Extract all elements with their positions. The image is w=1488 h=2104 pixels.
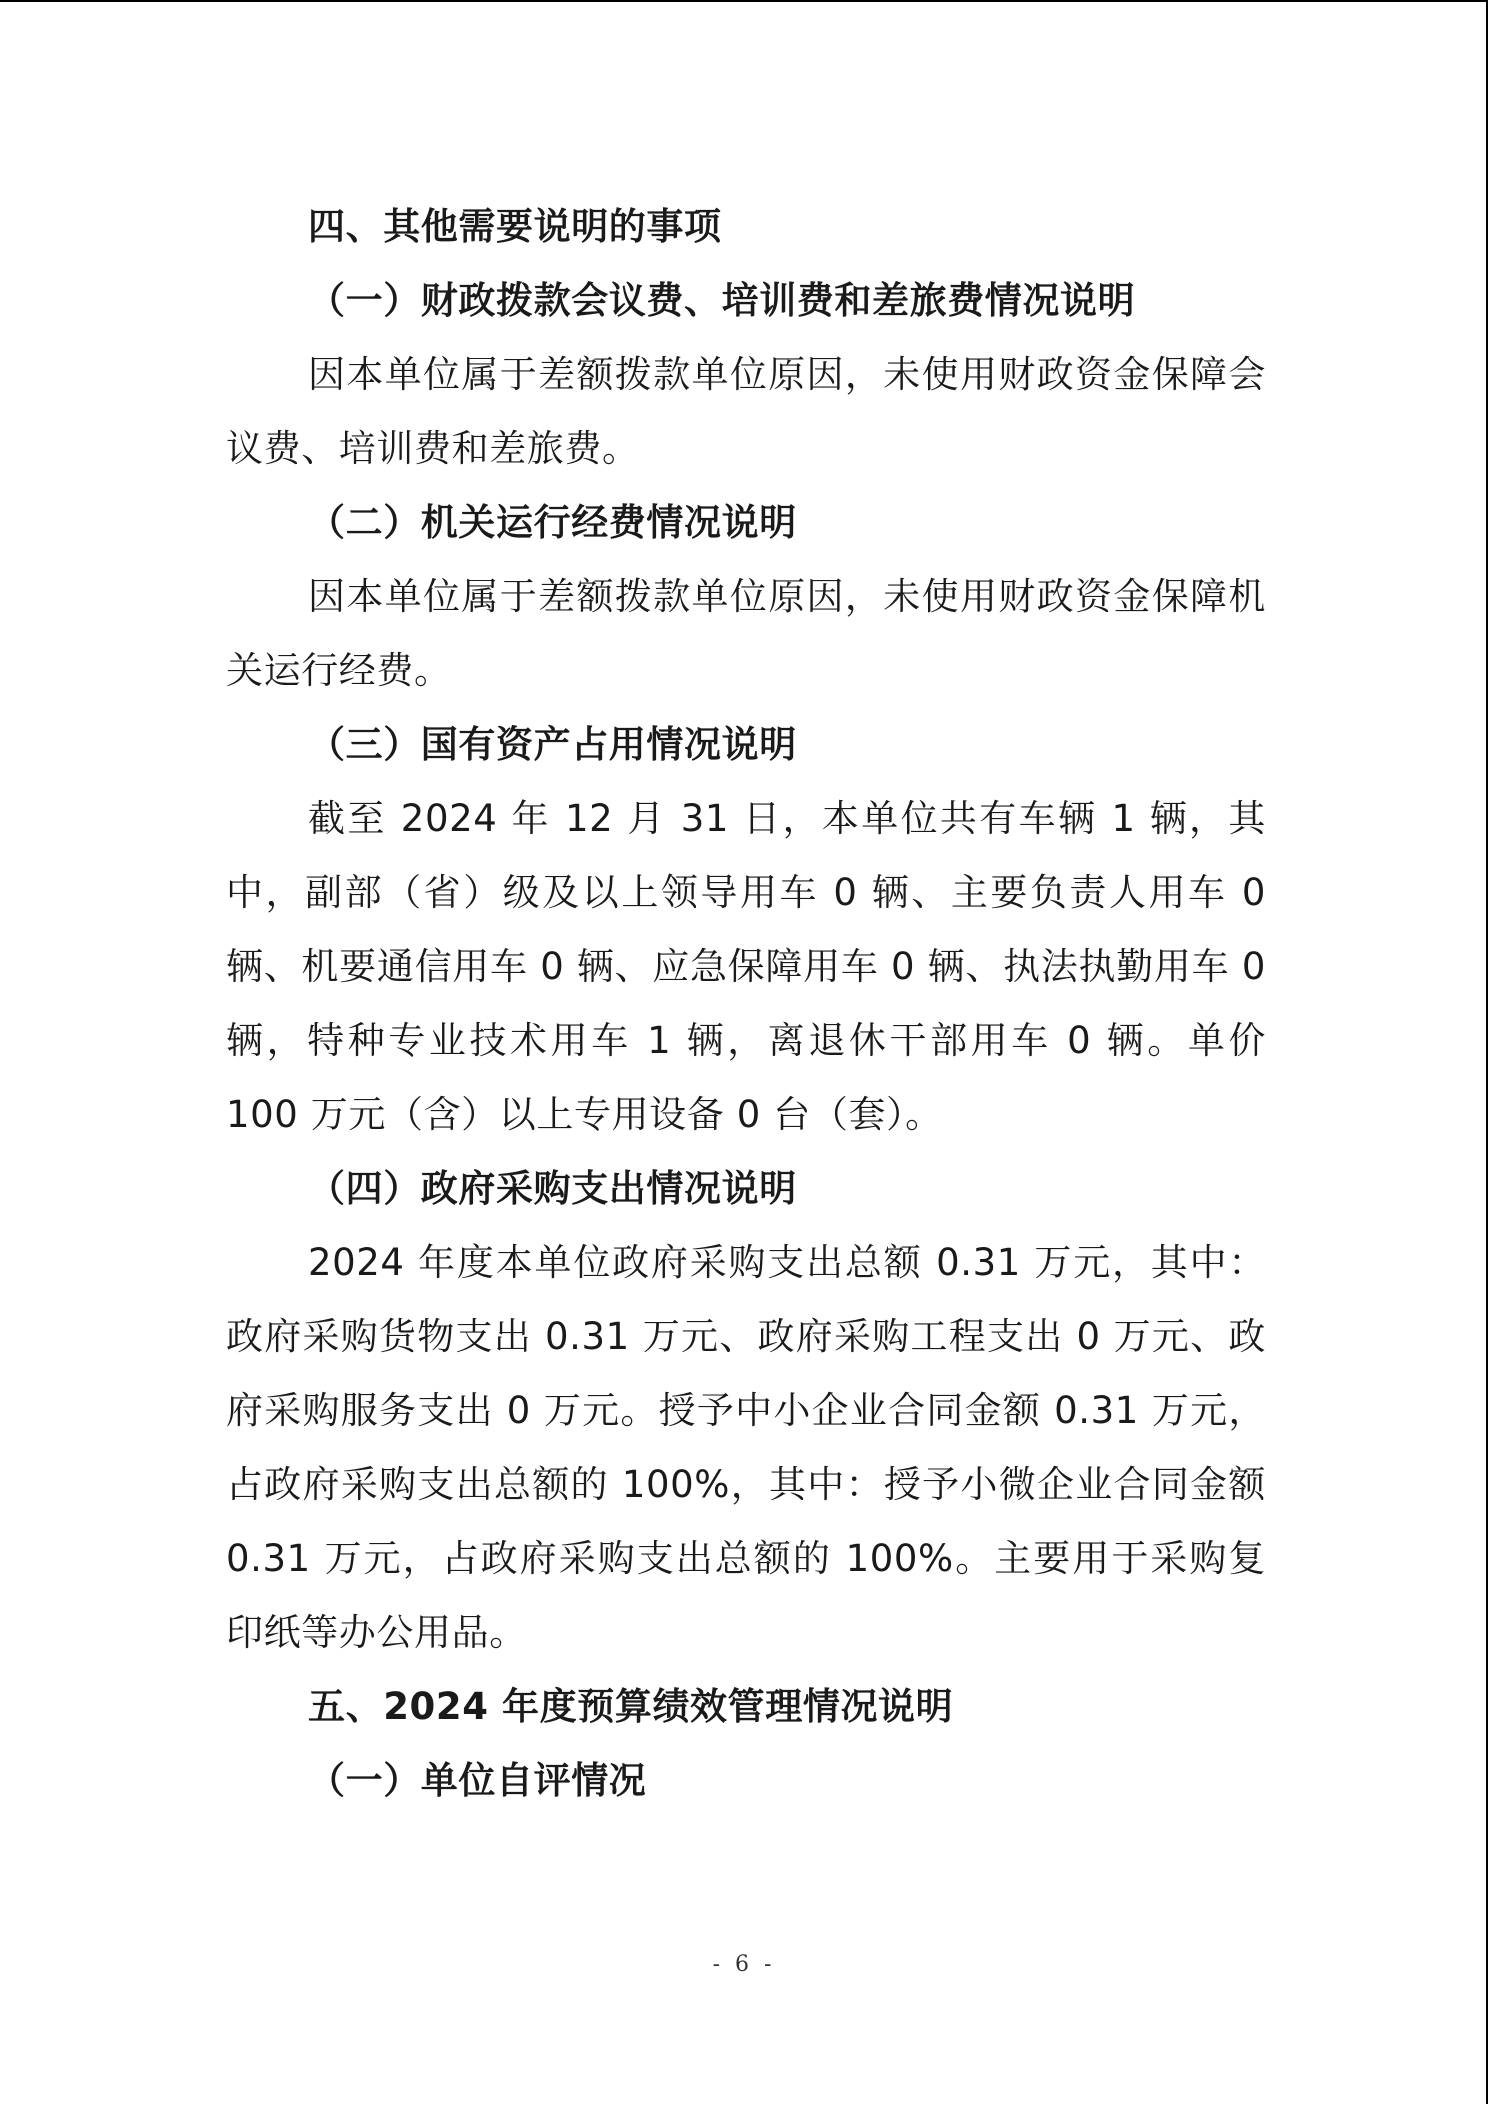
top-border <box>0 0 1488 2</box>
subsection-4-paragraph: 2024 年度本单位政府采购支出总额 0.31 万元，其中：政府采购货物支出 0.31 万元、政府采购工程支出 0 万元、政府采购服务支出 0 万元。授予中小企业合同金额 0.31 万元，占政府采购支出总额的 100%，其中：授予小微企业合同金额 0.31 万元，占政府采购支出总额的 100%。主要用于采购复印纸等办公用品。 <box>226 1241 1266 1654</box>
subsection-1-paragraph: 因本单位属于差额拨款单位原因，未使用财政资金保障会议费、培训费和差旅费。 <box>226 353 1266 470</box>
document-body <box>226 190 1266 1818</box>
section-5-heading: 五、2024 年度预算绩效管理情况说明 <box>308 1685 954 1728</box>
section-4-heading: 四、其他需要说明的事项 <box>308 205 722 248</box>
subsection-2-heading: （二）机关运行经费情况说明 <box>308 501 797 544</box>
section-5-subsection-1-heading: （一）单位自评情况 <box>308 1759 647 1802</box>
page-number: - 6 - <box>712 1952 776 1977</box>
subsection-2-paragraph: 因本单位属于差额拨款单位原因，未使用财政资金保障机关运行经费。 <box>226 575 1266 692</box>
subsection-1-heading: （一）财政拨款会议费、培训费和差旅费情况说明 <box>308 279 1136 322</box>
subsection-4-heading: （四）政府采购支出情况说明 <box>308 1167 797 1210</box>
subsection-3-heading: （三）国有资产占用情况说明 <box>308 723 797 766</box>
subsection-3-paragraph: 截至 2024 年 12 月 31 日，本单位共有车辆 1 辆，其中，副部（省）级及以上领导用车 0 辆、主要负责人用车 0 辆、机要通信用车 0 辆、应急保障用车 0 辆、执法执勤用车 0 辆，特种专业技术用车 1 辆，离退休干部用车 0 辆。单价 100 万元（含）以上专用设备 0 台（套）。 <box>226 797 1266 1136</box>
